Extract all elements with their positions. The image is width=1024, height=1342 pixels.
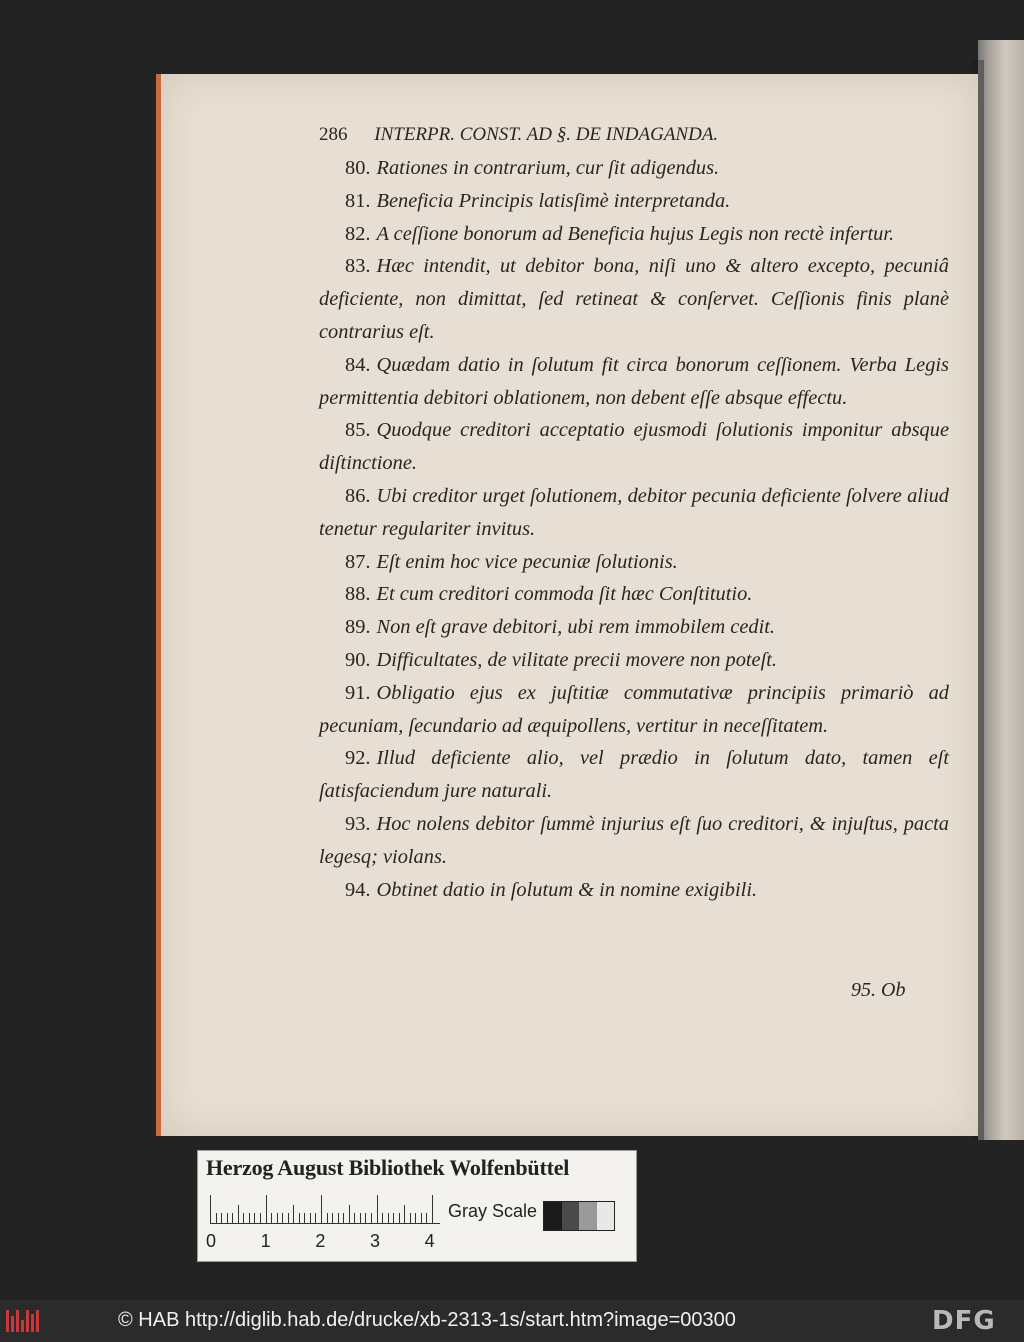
library-name: Herzog August Bibliothek Wolfenbüttel (206, 1155, 570, 1180)
ruler-tick (271, 1213, 272, 1223)
entry-item (319, 218, 949, 251)
ruler-tick (388, 1213, 389, 1223)
ruler-tick (354, 1213, 355, 1223)
ruler-number: 2 (315, 1231, 326, 1251)
ruler-tick (299, 1213, 300, 1223)
gray-patch (544, 1202, 562, 1230)
ruler-tick (393, 1213, 394, 1223)
entry-number: 91. (345, 681, 371, 704)
ruler-tick (377, 1195, 378, 1223)
ruler-tick (338, 1213, 339, 1223)
entry-number: 92. (345, 747, 371, 770)
ruler-tick (432, 1195, 433, 1223)
ruler-tick (382, 1213, 383, 1223)
adjacent-page-edge (978, 40, 1024, 1140)
scale-ruler (210, 1195, 440, 1224)
entry-item (319, 250, 949, 348)
entry-number: 84. (345, 353, 371, 376)
footer-source-link[interactable]: © HAB http://diglib.hab.de/drucke/xb-2313-1s/start.htm?image=00300 (118, 1309, 736, 1331)
entry-item (319, 152, 949, 185)
entry-item (319, 808, 949, 874)
entry-number: 85. (345, 419, 371, 442)
ruler-tick (360, 1213, 361, 1223)
entry-text: Hoc nolens debitor ſummè injurius eſt ſuo creditori, & injuſtus, pacta legesq; violans. (319, 812, 949, 868)
entry-item (319, 480, 949, 546)
ruler-tick (288, 1213, 289, 1223)
entry-number: 89. (345, 616, 371, 639)
entry-text: Et cum creditori commoda ſit hæc Conſtitutio. (376, 583, 753, 606)
catchword: 95. Ob (851, 979, 906, 1001)
entry-number: 82. (345, 222, 371, 245)
ruler-tick (260, 1213, 261, 1223)
ruler-tick (210, 1195, 211, 1223)
entry-item (319, 611, 949, 644)
ruler-number: 3 (370, 1231, 381, 1251)
entry-item (319, 185, 949, 218)
ruler-tick (216, 1213, 217, 1223)
entry-text: Obtinet datio in ſolutum & in nomine exigibili. (376, 878, 758, 901)
entry-item (319, 742, 949, 808)
ruler-tick (410, 1213, 411, 1223)
ruler-tick (332, 1213, 333, 1223)
entry-number: 90. (345, 648, 371, 671)
book-page (156, 74, 978, 1136)
entry-number: 81. (345, 189, 371, 212)
entry-number: 80. (345, 157, 371, 179)
ruler-number: 1 (260, 1231, 271, 1251)
entry-number: 83. (345, 255, 371, 278)
ruler-tick (277, 1213, 278, 1223)
ruler-tick (421, 1213, 422, 1223)
ruler-tick (232, 1213, 233, 1223)
ruler-tick (415, 1213, 416, 1223)
entry-text: Beneficia Principis latisſimè interpretanda. (376, 189, 731, 212)
ruler-tick (221, 1213, 222, 1223)
gray-patch (579, 1202, 597, 1230)
ruler-number: 4 (424, 1231, 435, 1251)
entry-text: Hæc intendit, ut debitor bona, niſi uno & altero excepto, pecuniâ deficiente, non dimittat, ſed retineat & conſervet. Ceſſionis finis planè contrarius eſt. (319, 255, 949, 343)
ruler-tick (426, 1213, 427, 1223)
entry-number: 86. (345, 484, 371, 507)
entry-number: 93. (345, 812, 371, 835)
entry-item (319, 644, 949, 677)
ruler-number: 0 (206, 1231, 217, 1251)
running-head (319, 124, 959, 146)
gray-scale-label: Gray Scale (448, 1201, 538, 1221)
ruler-tick (227, 1213, 228, 1223)
ruler-tick (327, 1213, 328, 1223)
entry-number: 87. (345, 550, 371, 573)
entry-item (319, 349, 949, 415)
ruler-tick (238, 1205, 239, 1223)
entry-text: A ceſſione bonorum ad Beneficia hujus Legis non rectè infertur. (376, 222, 895, 245)
entry-text: Quodque creditori acceptatio ejusmodi ſolutionis imponitur absque diſtinctione. (319, 419, 949, 475)
gray-patch (597, 1202, 615, 1230)
ruler-tick (282, 1213, 283, 1223)
footer-bar (0, 1300, 1024, 1342)
ruler-tick (266, 1195, 267, 1223)
entry-text: Obligatio ejus ex juſtitiæ commutativæ principiis primariò ad pecuniam, ſecundario ad æquipollens, vertitur in neceſſitatem. (319, 681, 949, 737)
ruler-tick (404, 1205, 405, 1223)
entry-list (319, 152, 949, 906)
ruler-tick (371, 1213, 372, 1223)
ruler-tick (243, 1213, 244, 1223)
entry-text: Quædam datio in ſolutum fit circa bonorum ceſſionem. Verba Legis permittentia debitori oblationem, non debent eſſe absque effectu. (319, 353, 949, 409)
hab-logo-icon (6, 1310, 42, 1332)
ruler-tick (343, 1213, 344, 1223)
entry-text: Ubi creditor urget ſolutionem, debitor pecunia deficiente ſolvere aliud tenetur regulariter invitus. (319, 484, 949, 540)
entry-text: Illud deficiente alio, vel prædio in ſolutum dato, tamen eſt ſatisfaciendum jure naturali. (319, 747, 949, 803)
entry-number: 88. (345, 583, 371, 606)
gray-patch (562, 1202, 580, 1230)
ruler-tick (249, 1213, 250, 1223)
entry-item (319, 874, 949, 907)
ruler-tick (304, 1213, 305, 1223)
entry-text: Difficultates, de vilitate precii movere non poteſt. (376, 648, 778, 671)
gray-scale-swatch (543, 1201, 615, 1231)
entry-text: Eſt enim hoc vice pecuniæ ſolutionis. (376, 550, 678, 573)
entry-item (319, 414, 949, 480)
library-scale-card (197, 1150, 637, 1262)
entry-text: Rationes in contrarium, cur ſit adigendus. (376, 157, 720, 179)
ruler-tick (399, 1213, 400, 1223)
ruler-tick (365, 1213, 366, 1223)
ruler-tick (349, 1205, 350, 1223)
ruler-tick (310, 1213, 311, 1223)
dfg-logo: DFG (932, 1306, 996, 1336)
ruler-tick (321, 1195, 322, 1223)
entry-number: 94. (345, 878, 371, 901)
entry-text: Non eſt grave debitori, ubi rem immobilem cedit. (376, 616, 775, 639)
ruler-tick (254, 1213, 255, 1223)
ruler-tick (315, 1213, 316, 1223)
entry-item (319, 546, 949, 579)
entry-item (319, 578, 949, 611)
page-number: 286 (319, 124, 348, 145)
ruler-tick (293, 1205, 294, 1223)
entry-item (319, 677, 949, 743)
running-head-title: INTERPR. CONST. AD §. DE INDAGANDA. (374, 124, 719, 145)
